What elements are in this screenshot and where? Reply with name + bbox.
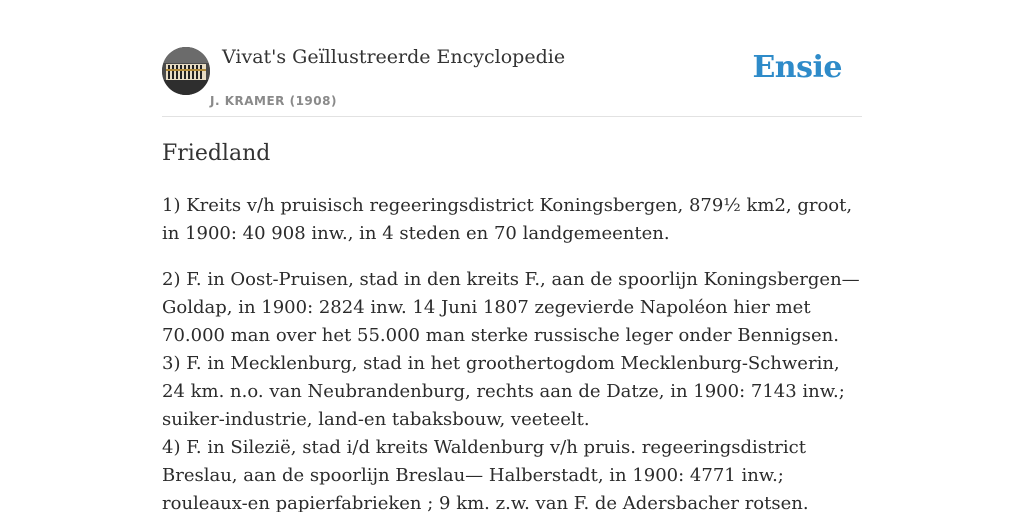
entry-paragraph: 3) F. in Mecklenburg, stad in het groothertogdom Mecklenburg-Schwerin, 24 km. n.o. van Neubrandenburg, rechts aan de Datze, in 1900: 7143 inw.; suiker-industrie, land-en tabaksbouw, veeteelt. bbox=[162, 353, 845, 430]
entry-body bbox=[162, 192, 862, 512]
entry-paragraph: 4) F. in Silezië, stad i/d kreits Waldenburg v/h pruis. regeeringsdistrict Breslau, aan de spoorlijn Breslau— Halberstadt, in 1900: 4771 inw.; rouleaux-en papierfabrieken ; 9 km. z.w. van F. de Adersbacher rotsen. bbox=[162, 437, 809, 512]
entry-title: Friedland bbox=[162, 141, 271, 166]
book-author: J. KRAMER (1908) bbox=[210, 94, 337, 108]
brand-logo[interactable]: Ensie bbox=[752, 50, 842, 85]
entry-paragraph: 2) F. in Oost-Pruisen, stad in den kreits F., aan de spoorlijn Koningsbergen—Goldap, in 1900: 2824 inw. 14 Juni 1807 zegevierde Napoléon hier met 70.000 man over het 55.000 man sterke russische leger onder Bennigsen. bbox=[162, 269, 860, 346]
book-header bbox=[162, 0, 862, 117]
page-container bbox=[162, 0, 862, 512]
books-icon[interactable] bbox=[162, 47, 210, 95]
entry-paragraph: 1) Kreits v/h pruisisch regeeringsdistrict Koningsbergen, 879½ km2, groot, in 1900: 40 908 inw., in 4 steden en 70 landgemeenten. bbox=[162, 195, 853, 244]
book-title[interactable]: Vivat's Geïllustreerde Encyclopedie bbox=[222, 46, 566, 68]
